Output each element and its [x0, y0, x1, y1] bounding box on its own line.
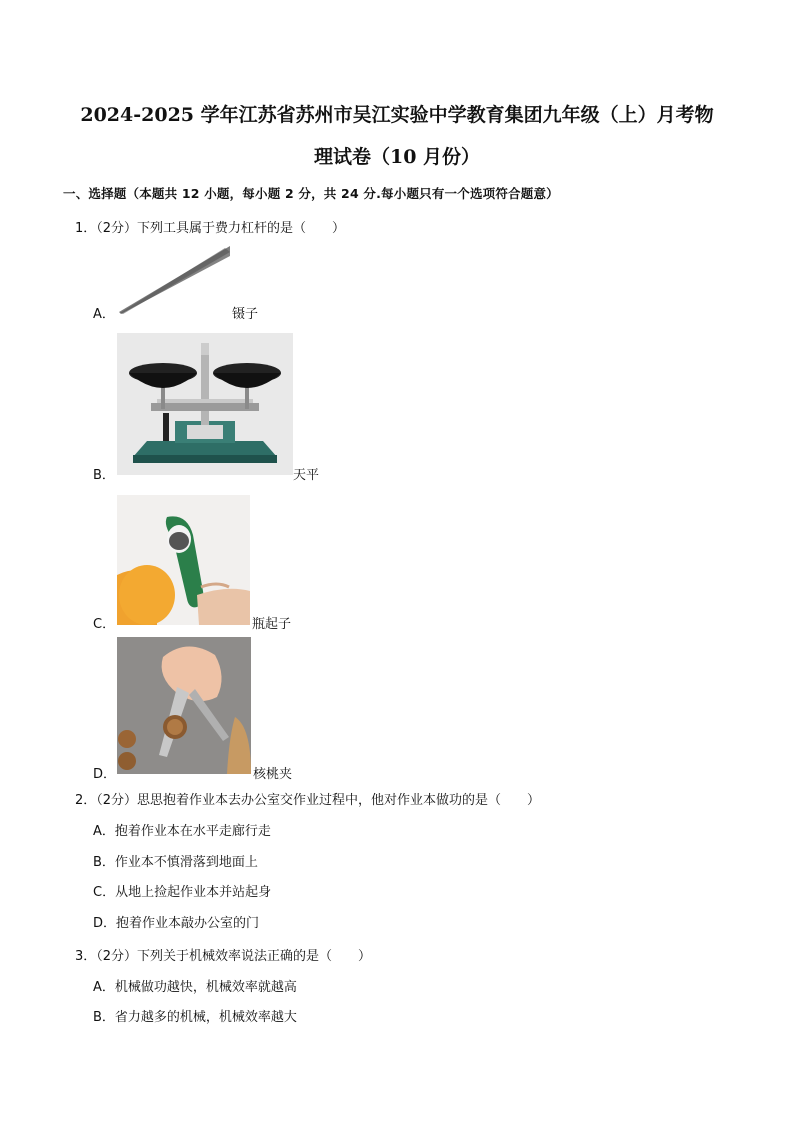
bottle-opener-image: [117, 495, 250, 625]
q1-option-b-label: B．: [93, 468, 115, 483]
question-2-stem: 2．（2分）思思抱着作业本去办公室交作业过程中，他对作业本做功的是（ ）: [75, 793, 541, 808]
q1-option-a-text: 镊子: [232, 307, 259, 322]
tweezers-image: [117, 244, 230, 319]
q1-option-c-label: C．: [93, 617, 116, 632]
balance-scale-image: [117, 333, 293, 475]
q2-option-a: A．抱着作业本在水平走廊行走: [93, 824, 271, 839]
section-heading: 一、选择题（本题共 12 小题，每小题 2 分，共 24 分.每小题只有一个选项符合题意）: [63, 186, 559, 201]
nutcracker-image: [117, 637, 251, 774]
q1-option-a-label: A．: [93, 307, 115, 322]
q1-option-d-label: D．: [93, 767, 117, 782]
q3-option-a: A．机械做功越快，机械效率就越高: [93, 980, 297, 995]
question-1-stem: 1．（2分）下列工具属于费力杠杆的是（ ）: [75, 221, 346, 236]
q2-option-d: D．抱着作业本敲办公室的门: [93, 916, 260, 931]
exam-title-line-1: 2024-2025 学年江苏省苏州市吴江实验中学教育集团九年级（上）月考物: [80, 104, 714, 126]
q3-option-b: B．省力越多的机械，机械效率越大: [93, 1010, 297, 1025]
q1-option-c-text: 瓶起子: [252, 617, 292, 632]
q2-option-c: C．从地上捡起作业本并站起身: [93, 885, 272, 900]
question-3-stem: 3．（2分）下列关于机械效率说法正确的是（ ）: [75, 949, 372, 964]
q1-option-d-text: 核桃夹: [253, 767, 293, 782]
exam-title-line-2: 理试卷（10 月份）: [313, 146, 481, 168]
q2-option-b: B．作业本不慎滑落到地面上: [93, 855, 258, 870]
q1-option-b-text: 天平: [293, 468, 320, 483]
